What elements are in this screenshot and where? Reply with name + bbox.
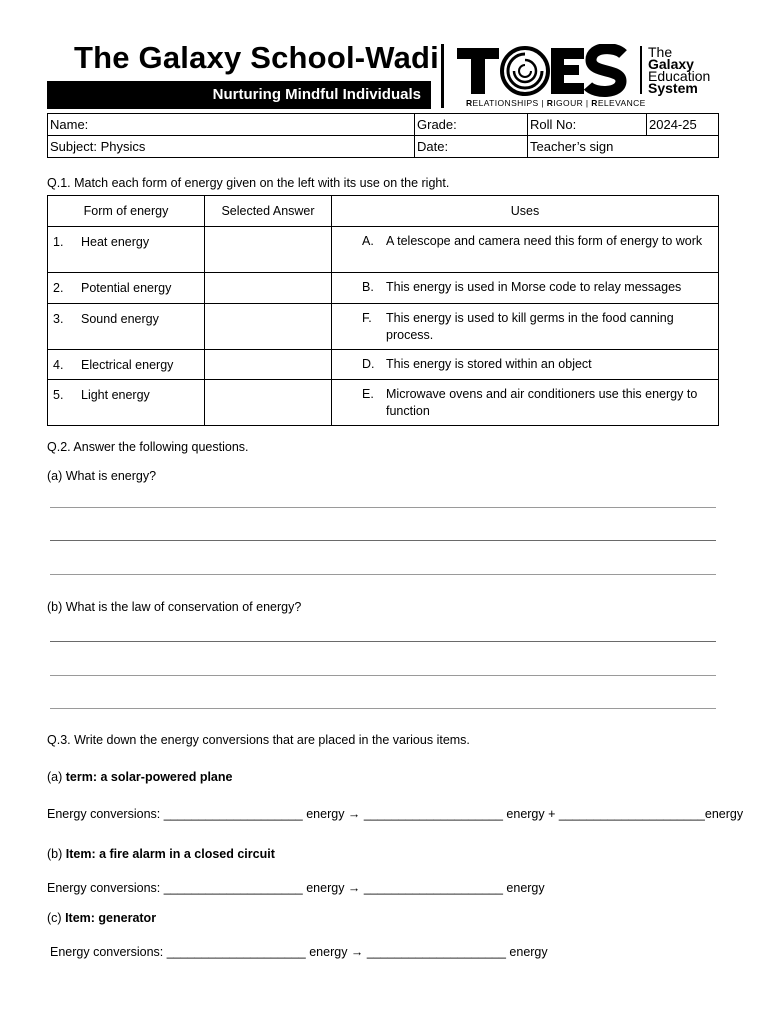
q2b-question: (b) What is the law of conservation of energy? — [47, 600, 302, 614]
grade-field[interactable]: Grade: — [415, 114, 528, 136]
header-answer: Selected Answer — [205, 196, 332, 227]
date-field[interactable]: Date: — [415, 136, 528, 158]
tagline-text: Nurturing Mindful Individuals — [212, 86, 421, 103]
use-cell: D. This energy is stored within an object — [332, 350, 719, 380]
table-row — [48, 227, 719, 273]
q2-prompt: Q.2. Answer the following questions. — [47, 440, 249, 454]
answer-line[interactable] — [50, 540, 716, 541]
q3a-conversion-line[interactable]: Energy conversions: ____________________ energy → ____________________ energy + _____________________energy — [47, 807, 744, 821]
logo-divider — [640, 46, 642, 94]
answer-cell[interactable] — [205, 227, 332, 273]
q3-prompt: Q.3. Write down the energy conversions that are placed in the various items. — [47, 733, 470, 747]
tges-logo-icon — [455, 44, 635, 98]
use-cell: F. This energy is used to kill germs in the food canning process. — [332, 304, 719, 350]
answer-cell[interactable] — [205, 273, 332, 304]
academic-year: 2024-25 — [647, 114, 719, 136]
header-divider — [441, 44, 444, 108]
q3c-item: (c) Item: generator — [47, 911, 157, 925]
use-cell: A. A telescope and camera need this form of energy to work — [332, 227, 719, 273]
answer-cell[interactable] — [205, 350, 332, 380]
table-row — [48, 350, 719, 380]
teacher-sign-field[interactable]: Teacher’s sign — [528, 136, 719, 158]
match-table — [47, 195, 719, 426]
q1-prompt: Q.1. Match each form of energy given on the left with its use on the right. — [47, 176, 450, 190]
tagline-banner — [47, 81, 431, 109]
answer-line[interactable] — [50, 641, 716, 642]
header-uses: Uses — [332, 196, 719, 227]
q3b-item: (b) Item: a fire alarm in a closed circuit — [47, 847, 275, 861]
answer-cell[interactable] — [205, 304, 332, 350]
q3b-conversion-line[interactable]: Energy conversions: ____________________ energy → ____________________ energy — [47, 881, 545, 895]
roll-number-field[interactable]: Roll No: — [528, 114, 647, 136]
logo-tagline: RELATIONSHIPS | RIGOUR | RELEVANCE — [466, 98, 646, 108]
q3a-item: (a) term: a solar-powered plane — [47, 770, 233, 784]
school-name: The Galaxy School-Wadi — [74, 40, 439, 75]
form-cell: 2. Potential energy — [48, 273, 205, 304]
answer-line[interactable] — [50, 675, 716, 676]
table-row — [48, 380, 719, 426]
name-field[interactable]: Name: — [48, 114, 415, 136]
form-cell: 3. Sound energy — [48, 304, 205, 350]
q2a-question: (a) What is energy? — [47, 469, 157, 483]
form-cell: 1. Heat energy — [48, 227, 205, 273]
table-row — [48, 273, 719, 304]
form-cell: 5. Light energy — [48, 380, 205, 426]
q3c-conversion-line[interactable]: Energy conversions: ____________________ energy → ____________________ energy — [50, 945, 548, 959]
answer-line[interactable] — [50, 708, 716, 709]
subject-field: Subject: Physics — [48, 136, 415, 158]
header-form: Form of energy — [48, 196, 205, 227]
answer-line[interactable] — [50, 507, 716, 508]
use-cell: B. This energy is used in Morse code to relay messages — [332, 273, 719, 304]
answer-line[interactable] — [50, 574, 716, 575]
table-row — [48, 304, 719, 350]
student-info-table — [47, 113, 719, 158]
answer-cell[interactable] — [205, 380, 332, 426]
system-name: The Galaxy Education System — [648, 44, 711, 96]
use-cell: E. Microwave ovens and air conditioners use this energy to function — [332, 380, 719, 426]
form-cell: 4. Electrical energy — [48, 350, 205, 380]
